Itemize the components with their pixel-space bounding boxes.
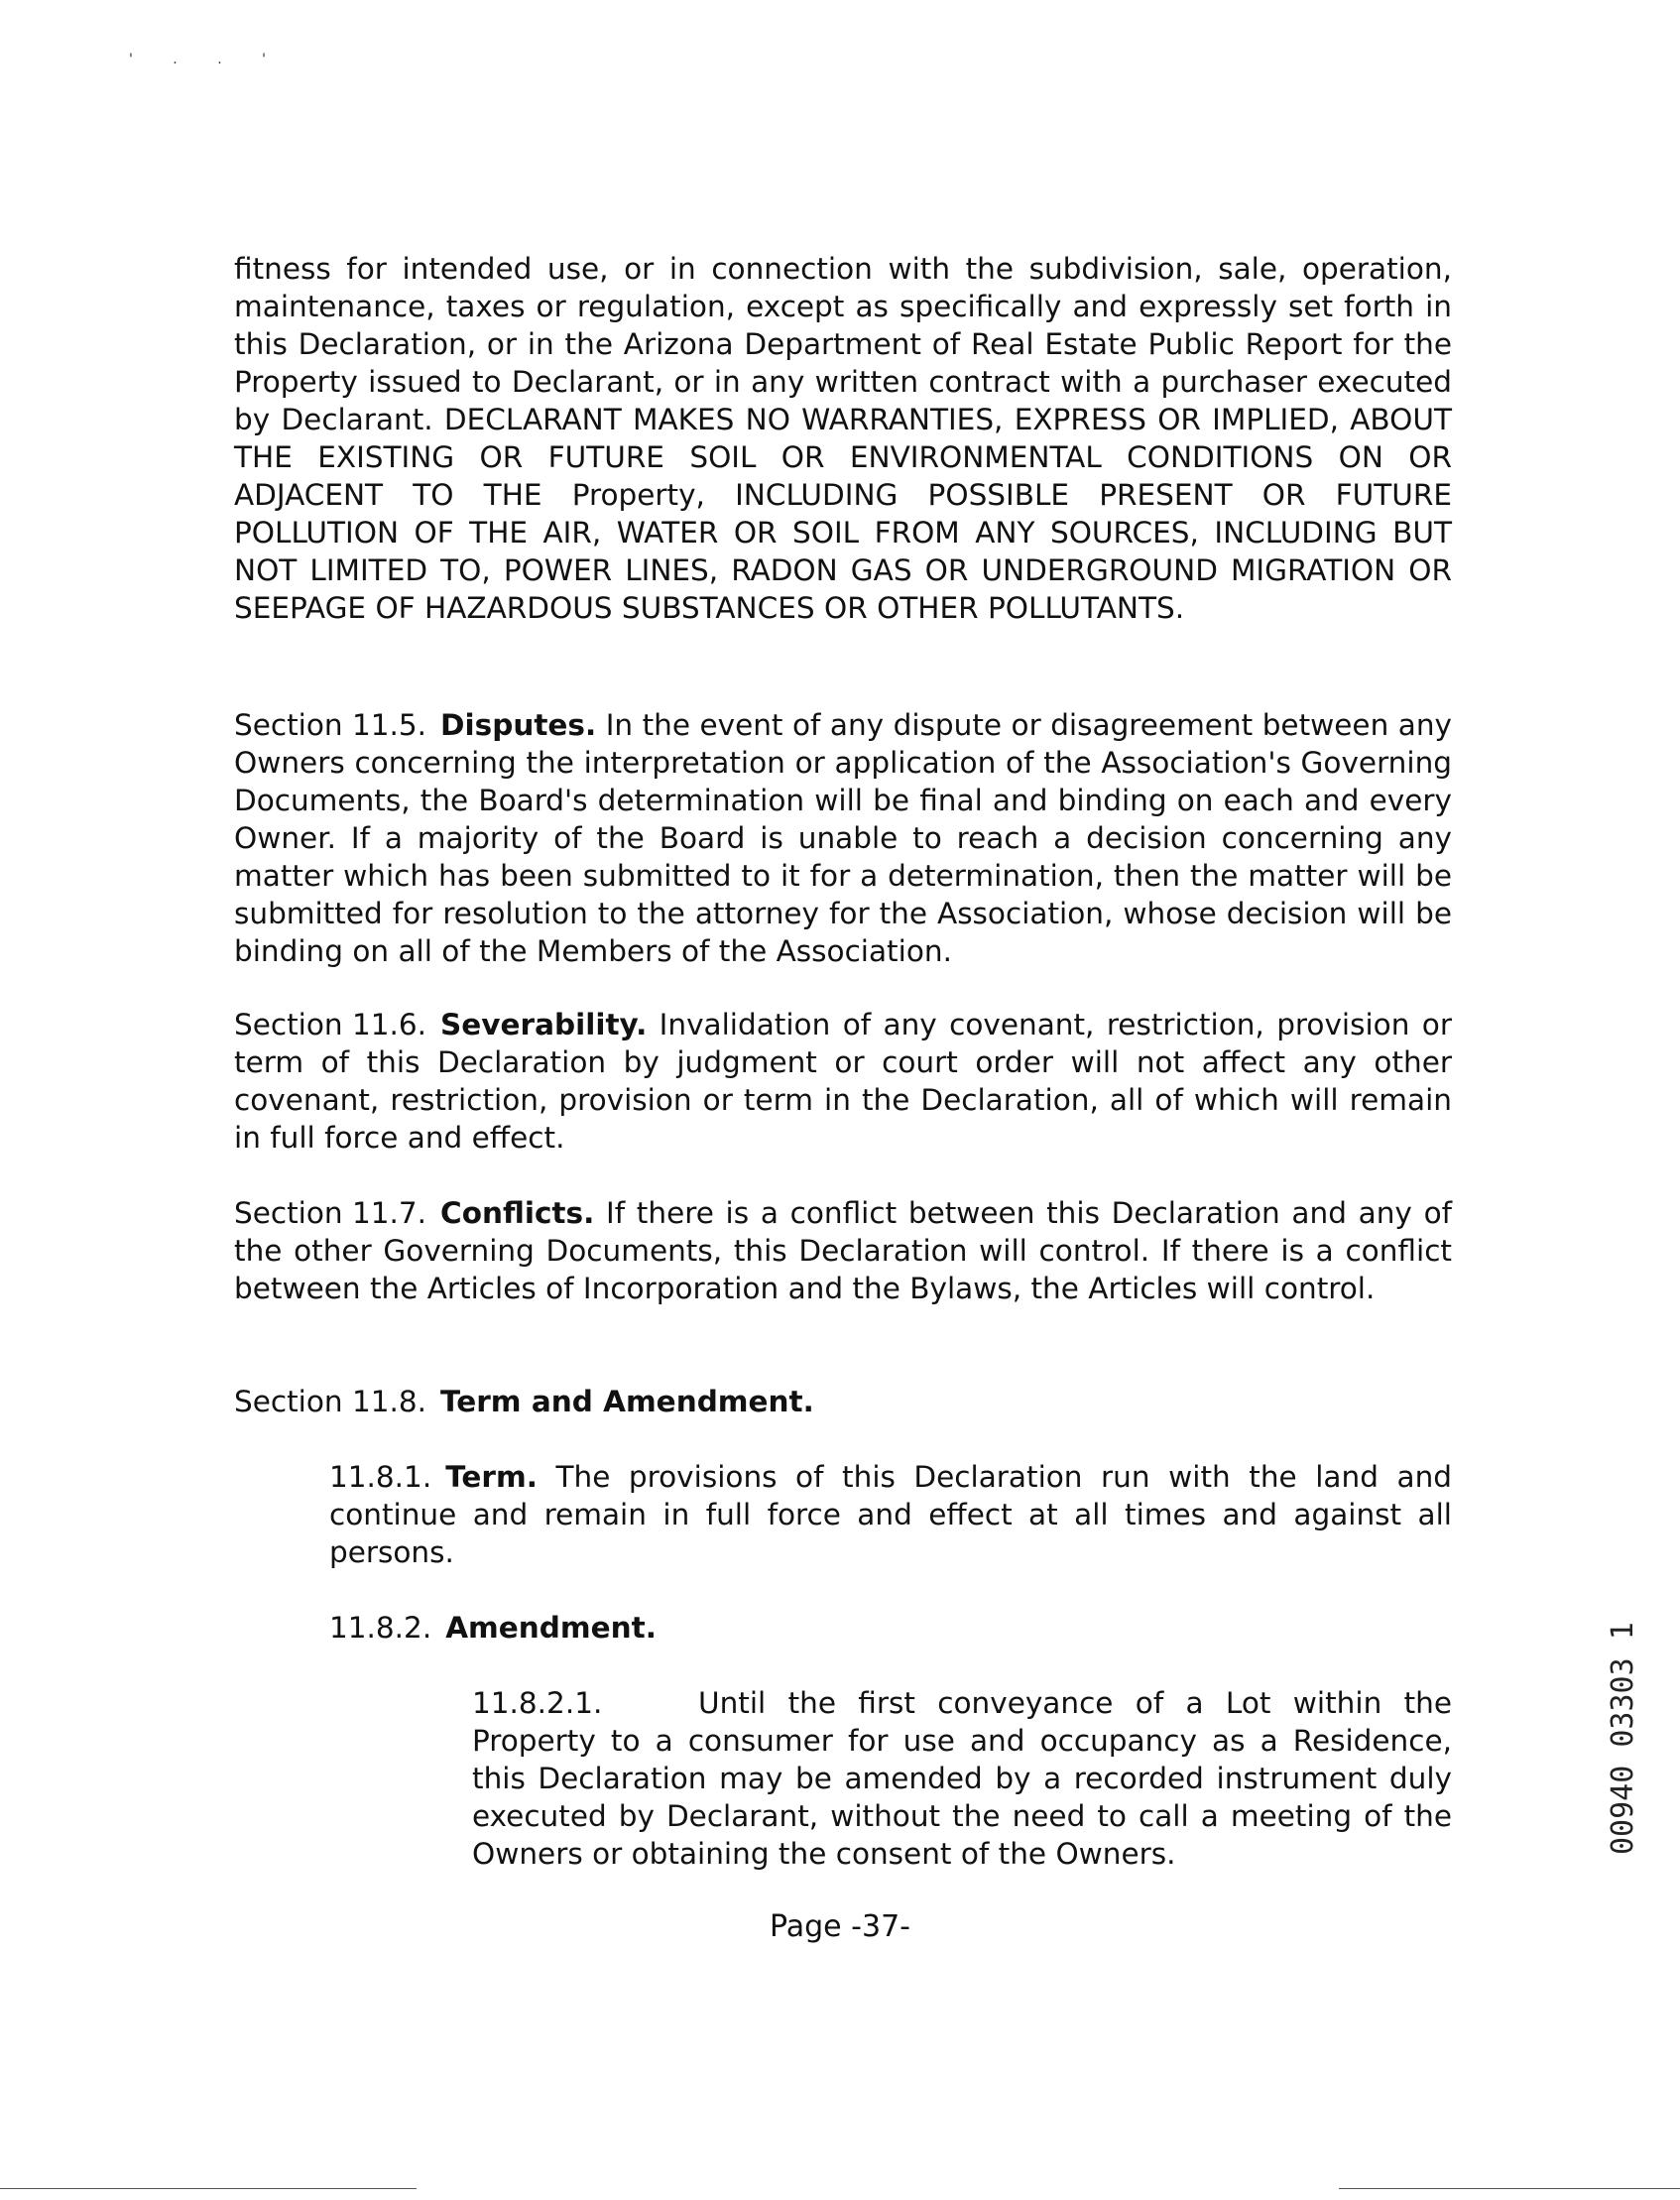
section-heading: Severability. (440, 1008, 648, 1041)
page-number: Page -37- (770, 1909, 910, 1944)
section-heading: Disputes. (440, 708, 597, 742)
scan-corner-marks: ' . . ' (129, 52, 284, 67)
section-heading: Amendment. (445, 1611, 657, 1645)
section-body: The provisions of this Declaration run with the land and continue and remain in full force and effect at all times and against all persons. (329, 1460, 1452, 1569)
section-heading: Term and Amendment. (440, 1385, 814, 1418)
paragraph-warranty-disclaimer: fitness for intended use, or in connection with the subdivision, sale, operation, maintenance, taxes or regulation, except as specifically and expressly set forth in this Declaration, or in the Arizona Department of Real Estate Public Report for the Property issued to Declarant, or in any written contract with a purchaser executed by Declarant. DECLARANT MAKES NO WARRANTIES, EXPRESS OR IMPLIED, ABOUT THE EXISTING OR FUTURE SOIL OR ENVIRONMENTAL CONDITIONS ON OR ADJACENT TO THE Property, INCLUDING POSSIBLE PRESENT OR FUTURE POLLUTION OF THE AIR, WATER OR SOIL FROM ANY SOURCES, INCLUDING BUT NOT LIMITED TO, POWER LINES, RADON GAS OR UNDERGROUND MIGRATION OR SEEPAGE OF HAZARDOUS SUBSTANCES OR OTHER POLLUTANTS. (234, 252, 1452, 625)
section-11-8-2-1 (472, 1684, 1452, 1873)
section-number: Section 11.8. (234, 1385, 427, 1418)
section-heading: Term. (445, 1460, 538, 1494)
bottom-rule-right (1339, 2188, 1680, 2189)
section-11-8 (234, 1383, 1452, 1420)
section-heading: Conflicts. (440, 1196, 595, 1230)
bottom-rule-left (0, 2188, 417, 2189)
recording-stamp: 00940 03303 1 (1606, 1622, 1640, 1855)
section-11-6 (234, 1006, 1452, 1157)
section-number: 11.8.2.1. (472, 1686, 603, 1720)
section-number: Section 11.6. (234, 1008, 427, 1041)
section-body: In the event of any dispute or disagreement between any Owners concerning the interpretation or application of the Association's Governing Documents, the Board's determination will be final and binding on each and every Owner. If a majority of the Board is unable to reach a decision concerning any matter which has been submitted to it for a determination, then the matter will be submitted for resolution to the attorney for the Association, whose decision will be binding on all of the Members of the Association. (234, 708, 1452, 968)
section-11-5 (234, 706, 1452, 970)
section-11-8-1 (329, 1458, 1452, 1571)
section-11-7 (234, 1194, 1452, 1307)
section-number: 11.8.1. (329, 1460, 432, 1494)
section-body: If there is a conflict between this Declaration and any of the other Governing Documents, this Declaration will control. If there is a conflict between the Articles of Incorporation and the Bylaws, the Articles will control. (234, 1196, 1452, 1305)
section-body: Until the first conveyance of a Lot within the Property to a consumer for use and occupancy as a Residence, this Declaration may be amended by a recorded instrument duly executed by Declarant, without the need to call a meeting of the Owners or obtaining the consent of the Owners. (472, 1686, 1452, 1871)
section-11-8-2 (329, 1609, 1452, 1647)
section-number: Section 11.5. (234, 708, 427, 742)
section-number: Section 11.7. (234, 1196, 427, 1230)
section-number: 11.8.2. (329, 1611, 432, 1645)
section-body: Invalidation of any covenant, restriction, provision or term of this Declaration by judgment or court order will not affect any other covenant, restriction, provision or term in the Declaration, all of which will remain in full force and effect. (234, 1008, 1452, 1155)
